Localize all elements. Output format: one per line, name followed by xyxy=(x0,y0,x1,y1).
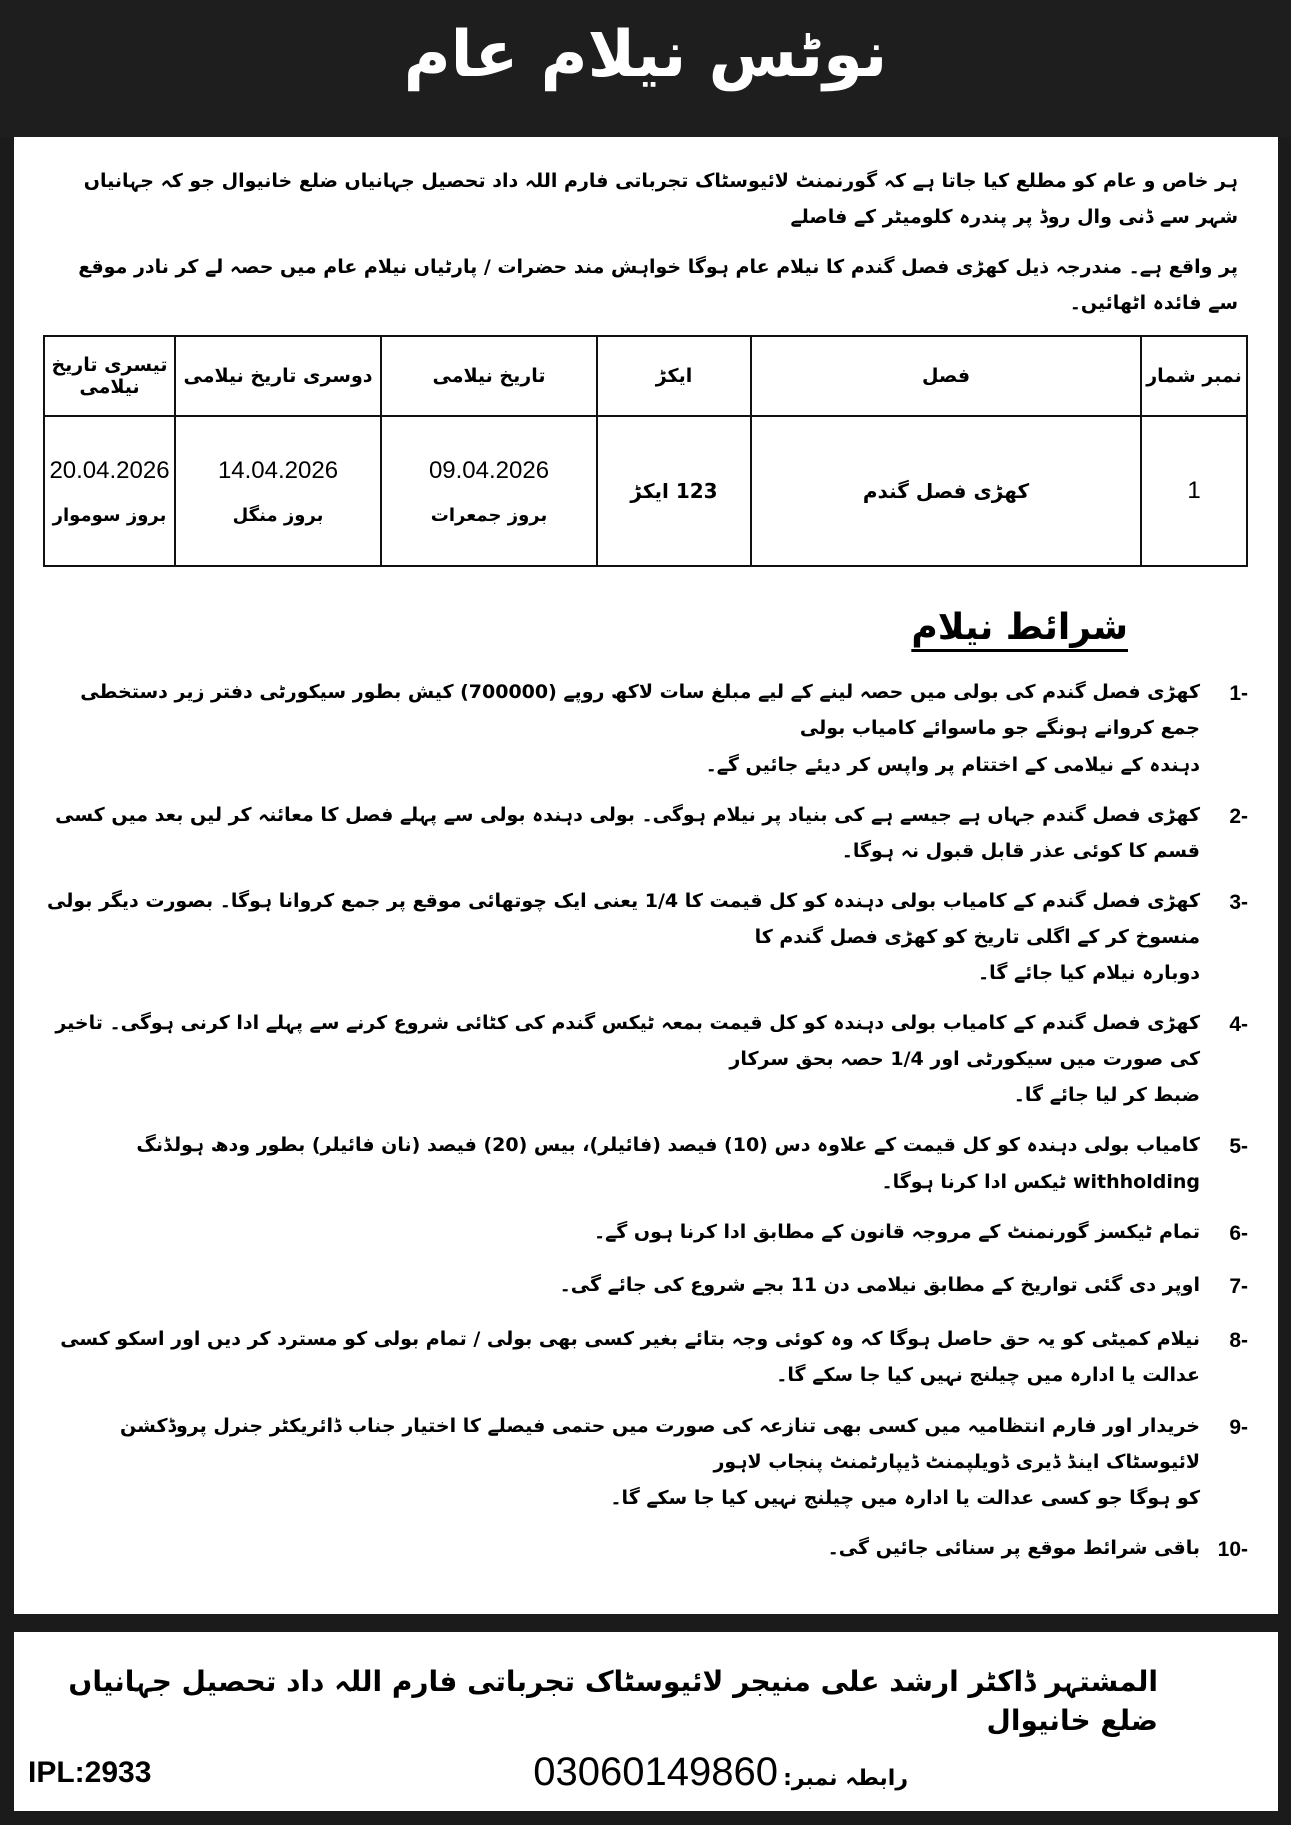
notice-title: نوٹس نیلام عام xyxy=(403,18,888,92)
condition-text: دوبارہ نیلام کیا جائے گا۔ xyxy=(978,962,1200,985)
contact-number xyxy=(533,1750,908,1795)
condition-item xyxy=(43,1127,1248,1199)
condition-lines xyxy=(43,883,1200,991)
conditions-list xyxy=(43,674,1248,1569)
auction-table xyxy=(43,335,1248,567)
condition-item xyxy=(43,797,1248,869)
day2: بروز منگل xyxy=(232,504,324,526)
intro-line: ہر خاص و عام کو مطلع کیا جاتا ہے کہ گورنمنٹ لائیوسٹاک تجرباتی فارم اللہ داد تحصیل جہانیاں ضلع خانیوال جو کہ جہانیاں شہر سے ڈنی وال روڈ پر پندرہ کلومیٹر کے فاصلے xyxy=(83,170,1238,229)
conditions-heading: شرائط نیلام xyxy=(911,607,1128,649)
condition-lines xyxy=(43,1267,1200,1303)
condition-number: 6- xyxy=(1229,1221,1248,1245)
date2: 14.04.2026 xyxy=(217,456,339,484)
notice-body xyxy=(14,137,1278,1614)
condition-text: باقی شرائط موقع پر سنائی جائیں گی۔ xyxy=(827,1536,1200,1559)
table-row xyxy=(44,416,1247,566)
condition-text: تمام ٹیکسز گورنمنٹ کے مروجہ قانون کے مطابق ادا کرنا ہوں گے۔ xyxy=(593,1220,1200,1243)
phone-number: 03060149860 xyxy=(533,1750,778,1795)
condition-text: کو ہوگا جو کسی عدالت یا ادارہ میں چیلنج نہیں کیا جا سکے گا۔ xyxy=(610,1486,1200,1509)
condition-lines xyxy=(43,674,1200,782)
condition-number: 4- xyxy=(1229,1013,1248,1037)
notice-header xyxy=(0,0,1291,137)
date3: 20.04.2026 xyxy=(49,456,170,484)
condition-item xyxy=(43,1530,1248,1570)
ipl-code: IPL:2933 xyxy=(28,1755,152,1789)
condition-number: 9- xyxy=(1229,1415,1248,1439)
header-acres: ایکڑ xyxy=(597,336,751,416)
condition-item xyxy=(43,674,1248,782)
advertiser-name: المشتہر ڈاکٹر ارشد علی منیجر لائیوسٹاک تجرباتی فارم اللہ داد تحصیل جہانیاں ضلع خانیوال xyxy=(68,1664,1158,1737)
header-date1: تاریخ نیلامی xyxy=(381,336,597,416)
condition-lines xyxy=(43,1214,1200,1250)
condition-number: 1- xyxy=(1229,682,1248,706)
condition-lines xyxy=(43,1321,1200,1393)
condition-number: 3- xyxy=(1229,890,1248,914)
condition-item xyxy=(43,1267,1248,1307)
day3: بروز سوموار xyxy=(52,504,167,526)
header-date2: دوسری تاریخ نیلامی xyxy=(175,336,381,416)
condition-text: کامیاب بولی دہندہ کو کل قیمت کے علاوہ دس (10) فیصد (فائیلر)، بیس (20) فیصد (نان فائیلر) بطور ودھ ہولڈنگ withholding ٹیکس ادا کرنا ہوگا۔ xyxy=(136,1134,1200,1193)
condition-number: 8- xyxy=(1229,1329,1248,1353)
condition-lines xyxy=(43,797,1200,869)
condition-number: 10- xyxy=(1217,1537,1248,1561)
condition-text: کھڑی فصل گندم کی بولی میں حصہ لینے کے لیے مبلغ سات لاکھ روپے (700000) کیش بطور سیکورٹی دفتر زیر دستخطی جمع کروانے ہونگے جو ماسوائے کامیاب بولی xyxy=(80,681,1200,740)
condition-lines xyxy=(43,1127,1200,1199)
condition-number: 5- xyxy=(1229,1135,1248,1159)
intro-line: پر واقع ہے۔ مندرجہ ذیل کھڑی فصل گندم کا نیلام عام ہوگا خواہش مند حضرات / پارٹیاں نیلام عام میں حصہ لے کر نادر موقع سے فائدہ اٹھائیں۔ xyxy=(78,256,1238,315)
cell-date3 xyxy=(44,416,175,566)
cell-serial xyxy=(1141,416,1247,566)
table-header-row xyxy=(44,336,1247,416)
condition-text: کھڑی فصل گندم کے کامیاب بولی دہندہ کو کل قیمت بمعہ ٹیکس گندم کی کٹائی شروع کرنے سے پہلے ادا کرنی ہوگی۔ تاخیر کی صورت میں سیکورٹی اور 1/4 حصہ بحق سرکار xyxy=(55,1012,1200,1071)
condition-text: اوپر دی گئی تواریخ کے مطابق نیلامی دن 11 بجے شروع کی جائے گی۔ xyxy=(559,1274,1200,1297)
condition-text: نیلام کمیٹی کو یہ حق حاصل ہوگا کہ وہ کوئی وجہ بتائے بغیر کسی بھی بولی / تمام بولی کو مسترد کر دیں اور اسکو کسی عدالت یا ادارہ میں چیلنج نہیں کیا جا سکے گا۔ xyxy=(60,1328,1200,1387)
contact-label: رابطہ نمبر: xyxy=(783,1766,908,1792)
condition-text: ضبط کر لیا جائے گا۔ xyxy=(1013,1084,1200,1107)
condition-item xyxy=(43,883,1248,991)
header-serial: نمبر شمار xyxy=(1141,336,1247,416)
condition-text: دہندہ کے نیلامی کے اختتام پر واپس کر دیئے جائیں گے۔ xyxy=(705,753,1200,776)
condition-item xyxy=(43,1321,1248,1393)
condition-lines xyxy=(43,1530,1200,1566)
condition-text: خریدار اور فارم انتظامیہ میں کسی بھی تنازعہ کی صورت میں حتمی فیصلے کا اختیار جناب ڈائریکٹر جنرل پروڈکشن لائیوسٹاک اینڈ ڈیری ڈویلپمنٹ ڈیپارٹمنٹ پنجاب لاہور xyxy=(120,1414,1200,1473)
condition-item xyxy=(43,1005,1248,1113)
condition-item xyxy=(43,1408,1248,1516)
date1: 09.04.2026 xyxy=(428,456,550,484)
header-crop: فصل xyxy=(751,336,1141,416)
advertiser-footer xyxy=(14,1632,1278,1811)
condition-number: 7- xyxy=(1229,1275,1248,1299)
condition-lines xyxy=(43,1005,1200,1113)
day1: بروز جمعرات xyxy=(430,504,548,526)
serial-value: 1 xyxy=(1187,477,1201,505)
condition-text: کھڑی فصل گندم کے کامیاب بولی دہندہ کو کل قیمت کا 1/4 یعنی ایک چوتھائی موقع پر جمع کروانا ہوگا۔ بصورت دیگر بولی منسوخ کر کے اگلی تاریخ کو کھڑی فصل گندم کا xyxy=(47,889,1200,948)
cell-date1 xyxy=(381,416,597,566)
header-date3: تیسری تاریخ نیلامی xyxy=(44,336,175,416)
condition-number: 2- xyxy=(1229,804,1248,828)
cell-acres: 123 ایکڑ xyxy=(597,416,751,566)
condition-text: کھڑی فصل گندم جہاں ہے جیسے ہے کی بنیاد پر نیلام ہوگی۔ بولی دہندہ بولی سے پہلے فصل کا معائنہ کر لیں بعد میں کسی قسم کا کوئی عذر قابل قبول نہ ہوگا۔ xyxy=(55,803,1200,862)
footer-bottom-row xyxy=(28,1750,1238,1795)
condition-item xyxy=(43,1214,1248,1254)
cell-crop: کھڑی فصل گندم xyxy=(751,416,1141,566)
cell-date2 xyxy=(175,416,381,566)
condition-lines xyxy=(43,1408,1200,1516)
